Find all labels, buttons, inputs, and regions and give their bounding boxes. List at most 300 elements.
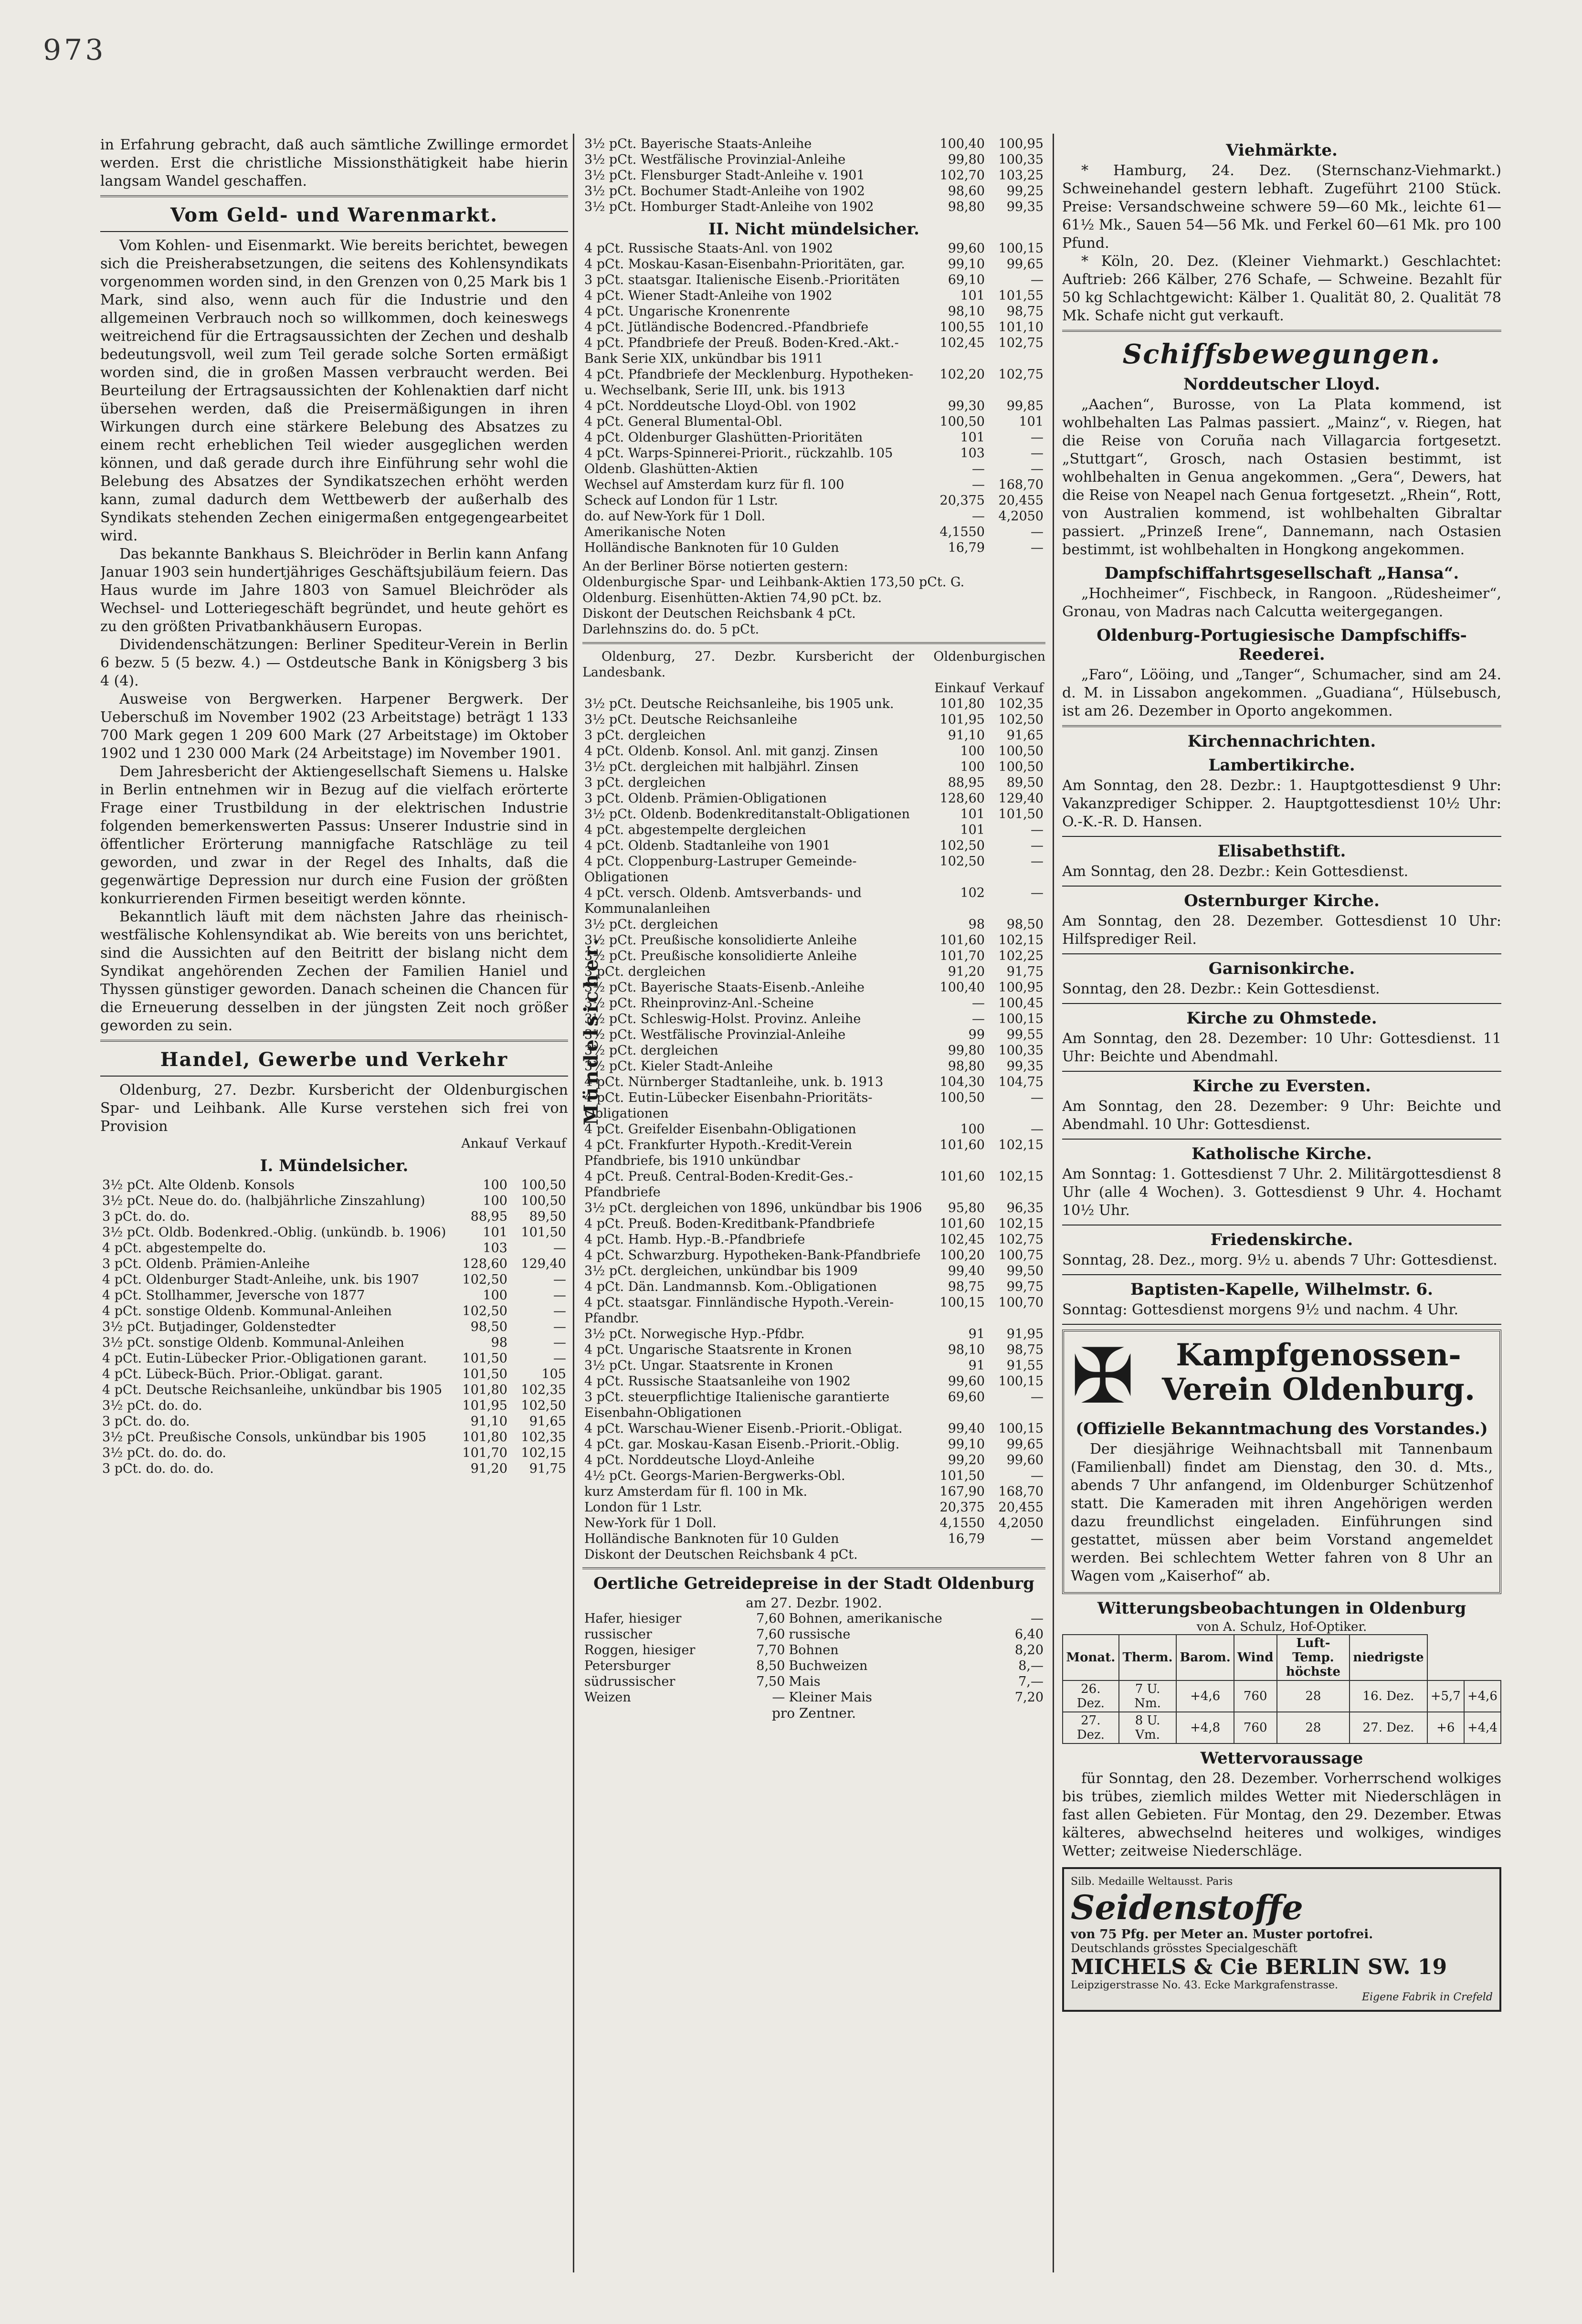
hansa-text: „Hochheimer“, Fischbeck, in Rangoon. „Rüdesheimer“, Gronau, von Madras nach Calcutta weitergegangen. [1062, 585, 1501, 620]
row-value: 102 [960, 886, 985, 900]
church-text: Am Sonntag: 1. Gottesdienst 7 Uhr. 2. Militärgottesdienst 8 Uhr (alle 4 Wochen). 3. Gottesdienst 9 Uhr. 4. Hochamt 10½ Uhr. [1062, 1166, 1501, 1219]
weather-cell: 760 [1234, 1712, 1277, 1743]
table-row [100, 1288, 568, 1303]
row-value: 101 [960, 288, 985, 303]
row-value: 101,95 [939, 712, 985, 727]
table-row [582, 1169, 1045, 1200]
row-value: 100,15 [939, 1295, 985, 1310]
row-value: 99 [968, 1027, 985, 1042]
church-text: Am Sonntag, den 28. Dezember. Gottesdienst 10 Uhr: Hilfsprediger Reil. [1062, 913, 1501, 948]
header-einkauf: Einkauf [934, 681, 985, 696]
row-label: 4 pCt. gar. Moskau-Kasan Eisenb.-Priorit.-Oblig. [584, 1437, 900, 1452]
row-value: 4,2050 [998, 509, 1044, 524]
grain-name: Mais [789, 1674, 821, 1689]
weather-header [1063, 1635, 1501, 1680]
row-value: 4,2050 [998, 1516, 1044, 1531]
table-row [582, 917, 1045, 932]
table-row [582, 508, 1045, 524]
row-label: 4 pCt. Frankfurter Hypoth.-Kredit-Verein Pfandbriefe, bis 1910 unkündbar [584, 1138, 852, 1168]
church-text: Am Sonntag, den 28. Dezbr.: Kein Gottesdienst. [1062, 863, 1409, 880]
table-row [100, 1461, 568, 1477]
row-value: 99,30 [948, 399, 985, 413]
table-row [582, 1515, 1045, 1531]
row-value: 91,10 [470, 1414, 507, 1429]
verein-sub: (Offizielle Bekanntmachung des Vorstandes.) [1076, 1419, 1488, 1438]
trade-table [100, 1136, 568, 1151]
table-row [100, 1303, 568, 1319]
grain-price: 7,60 [756, 1627, 785, 1642]
row-value: 100,40 [939, 137, 985, 151]
row-label: 3½ pCt. do. do. do. [102, 1446, 226, 1460]
table-row [582, 1452, 1045, 1468]
table-row [582, 256, 1045, 272]
church-text: Am Sonntag, den 28. Dezember: 10 Uhr: Gottesdienst. 11 Uhr: Beichte und Abendmahl. [1062, 1030, 1501, 1065]
row-label: 3½ pCt. Bochumer Stadt-Anleihe von 1902 [584, 184, 865, 199]
row-value: — [1031, 1532, 1044, 1546]
weather-cell: 760 [1234, 1680, 1277, 1712]
trade-heading: Handel, Gewerbe und Verkehr [160, 1048, 508, 1071]
header-ankauf: Ankauf [461, 1136, 507, 1151]
row-label: 3½ pCt. Alte Oldenb. Konsols [102, 1178, 295, 1193]
row-label: 4 pCt. Ungarische Staatsrente in Kronen [584, 1342, 852, 1357]
row-value: 69,60 [948, 1390, 985, 1405]
table-row [100, 1209, 568, 1225]
row-value: 91,65 [529, 1414, 566, 1429]
row-value: 99,50 [1006, 1264, 1044, 1278]
divider [582, 642, 1045, 644]
table-row [582, 1326, 1045, 1342]
divider [1062, 836, 1501, 837]
table-row [582, 1484, 1045, 1500]
grain-row [582, 1642, 1045, 1658]
silk-company: MICHELS & Cie BERLIN SW. 19 [1071, 1955, 1447, 1979]
row-value: 100,15 [998, 1012, 1044, 1026]
market-note: Oldenburg. Eisenhütten-Aktien 74,90 pCt. bz. [582, 591, 882, 605]
row-value: — [553, 1288, 566, 1303]
grain-price: 6,40 [1014, 1627, 1044, 1642]
row-label: 3 pCt. dergleichen [584, 728, 706, 743]
kurs-intro: Oldenburg, 27. Dezbr. Kursbericht der Oldenburgischen Landesbank. [582, 649, 1045, 680]
row-value: 100,40 [939, 980, 985, 995]
table-row [582, 398, 1045, 414]
row-value: 102,15 [521, 1446, 566, 1460]
row-value: 91,75 [529, 1461, 566, 1476]
table-row [582, 822, 1045, 838]
iron-cross-icon: ✠ [1071, 1331, 1135, 1421]
table-row [582, 885, 1045, 917]
row-value: 100,50 [998, 744, 1044, 759]
row-value: 100,45 [998, 996, 1044, 1011]
row-value: 101,50 [998, 807, 1044, 822]
row-value: 91,10 [948, 728, 985, 743]
row-value: 98,50 [1006, 917, 1044, 932]
row-value: — [972, 996, 985, 1011]
row-value: 102,75 [998, 1232, 1044, 1247]
row-label: 4 pCt. Deutsche Reichsanleihe, unkündbar bis 1905 [102, 1383, 443, 1397]
row-label: 4½ pCt. Georgs-Marien-Bergwerks-Obl. [584, 1468, 845, 1483]
row-value: 101,70 [939, 949, 985, 963]
row-value: 99,35 [1006, 200, 1044, 214]
row-label: 4 pCt. Pfandbriefe der Mecklenburg. Hypotheken- u. Wechselbank, Serie III, unk. bis 1913 [584, 367, 914, 398]
row-label: 4 pCt. versch. Oldenb. Amtsverbands- und Kommunalanleihen [584, 886, 862, 916]
row-label: 3½ pCt. Preußische Consols, unkündbar bis 1905 [102, 1430, 427, 1445]
table-row [582, 319, 1045, 335]
row-label: 3½ pCt. Bayerische Staats-Eisenb.-Anleihe [584, 980, 865, 995]
intro-text: in Erfahrung gebracht, daß auch sämtliche Zwillinge ermordet werden. Erst die christliche Missionsthätigkeit habe hierin langsam Wandel geschaffen. [100, 137, 568, 190]
row-value: 20,455 [998, 493, 1044, 508]
row-value: 102,50 [998, 712, 1044, 727]
table-row [582, 1011, 1045, 1027]
row-value: 89,50 [1006, 775, 1044, 790]
row-value: 100,15 [998, 241, 1044, 256]
row-value: 98,60 [948, 184, 985, 199]
table-row [100, 1177, 568, 1193]
row-value: 101,80 [462, 1430, 507, 1445]
grain-row [582, 1627, 1045, 1642]
row-value: 4,1550 [939, 525, 985, 539]
church-entry [1062, 1230, 1501, 1275]
row-value: — [972, 1012, 985, 1026]
row-value: 103 [483, 1241, 507, 1256]
church-entry [1062, 891, 1501, 954]
table-row [582, 932, 1045, 948]
column-rule-right [1053, 134, 1054, 2272]
row-label: 4 pCt. Eutin-Lübecker Eisenbahn-Prioritäts-Obligationen [584, 1090, 873, 1121]
row-value: 20,375 [939, 493, 985, 508]
church-name: Osternburger Kirche. [1184, 891, 1380, 910]
row-value: 99,10 [948, 1437, 985, 1452]
row-label: Scheck auf London für 1 Lstr. [584, 493, 778, 508]
column-middle [582, 136, 1045, 2284]
row-label: 4 pCt. sonstige Oldenb. Kommunal-Anleihen [102, 1304, 392, 1319]
row-value: 100,15 [998, 1421, 1044, 1436]
row-value: — [1031, 540, 1044, 555]
weather-cell: +4,6 [1176, 1680, 1234, 1712]
table-row [582, 1531, 1045, 1547]
row-value: 99,65 [1006, 257, 1044, 272]
forecast-title: Wettervoraussage [1200, 1749, 1363, 1768]
row-value: 91 [968, 1358, 985, 1373]
row-label: 4 pCt. Preuß. Boden-Kreditbank-Pfandbriefe [584, 1216, 875, 1231]
market-note: An der Berliner Börse notierten gestern: [582, 559, 848, 574]
row-value: 101,10 [998, 320, 1044, 335]
grain-name: südrussischer [584, 1674, 675, 1689]
rows-mid [582, 241, 1045, 556]
church-entry [1062, 959, 1501, 1004]
side-label-mundelsicher: Mündelsicher. [580, 936, 602, 1125]
row-value: — [553, 1335, 566, 1350]
row-value: 104,75 [998, 1075, 1044, 1089]
row-value: 101 [960, 430, 985, 445]
divider [582, 1567, 1045, 1569]
table-row [100, 1319, 568, 1335]
divider [1062, 1324, 1501, 1325]
row-label: 3½ pCt. Ungar. Staatsrente in Kronen [584, 1358, 833, 1373]
row-label: 4 pCt. staatsgar. Finnländische Hypoth.-Verein-Pfandbr. [584, 1295, 894, 1326]
weather-header-cell: Monat. [1063, 1635, 1119, 1680]
row-value: 100,50 [939, 1090, 985, 1105]
weather-cell: 7 U. Nm. [1119, 1680, 1177, 1712]
row-value: 129,40 [998, 791, 1044, 806]
table-row [582, 493, 1045, 508]
table-row [582, 477, 1045, 493]
weather-header-cell: Wind [1234, 1635, 1277, 1680]
row-value: — [553, 1320, 566, 1334]
row-label: 4 pCt. Stollhammer, Jeversche von 1877 [102, 1288, 365, 1303]
row-value: 102,50 [939, 854, 985, 869]
divider [100, 1076, 568, 1077]
row-label: 4 pCt. Eutin-Lübecker Prior.-Obligationen garant. [102, 1351, 427, 1366]
row-label: Diskont der Deutschen Reichsbank 4 pCt. [584, 1547, 858, 1562]
row-value: 102,35 [521, 1430, 566, 1445]
porto-text: „Faro“, Lööing, und „Tanger“, Schumacher, sind am 24. d. M. in Lissabon angekommen. „Guadiana“, Hülsebusch, ist am 26. Dezember in Oporto angekommen. [1062, 666, 1501, 719]
cattle-text [1062, 162, 1501, 325]
row-value: 98,10 [948, 1342, 985, 1357]
grain-price: 8,50 [756, 1658, 785, 1673]
row-value: 98,10 [948, 304, 985, 319]
row-value: 102,50 [462, 1272, 507, 1287]
table-row [582, 136, 1045, 152]
table-row [100, 1414, 568, 1429]
church-name: Katholische Kirche. [1192, 1144, 1372, 1163]
column-rule-left [573, 134, 574, 2272]
silk-line: Deutschlands grösstes Specialgeschäft [1071, 1942, 1297, 1955]
row-label: 3 pCt. do. do. do. [102, 1461, 214, 1476]
row-value: — [1031, 430, 1044, 445]
church-name: Kirche zu Eversten. [1192, 1077, 1371, 1096]
row-value: 101,50 [521, 1225, 566, 1240]
row-value: 167,90 [939, 1484, 985, 1499]
table-row [582, 838, 1045, 854]
grain-price: 7,— [1018, 1674, 1044, 1689]
market-note: Diskont der Deutschen Reichsbank 4 pCt. [582, 606, 856, 621]
table-row [582, 1373, 1045, 1389]
row-label: 3½ pCt. Kieler Stadt-Anleihe [584, 1059, 773, 1074]
weather-cell: 28 [1277, 1680, 1350, 1712]
trade-rows [100, 1177, 568, 1477]
row-label: 3½ pCt. Norwegische Hyp.-Pfdbr. [584, 1327, 805, 1342]
grain-price: — [772, 1690, 785, 1705]
row-value: 102,45 [939, 336, 985, 350]
church-list [1062, 756, 1501, 1325]
divider [100, 195, 568, 197]
table-row [582, 183, 1045, 199]
row-label: Wechsel auf Amsterdam kurz für fl. 100 [584, 477, 844, 492]
weather-row [1063, 1680, 1501, 1712]
row-label: 3 pCt. steuerpflichtige Italienische garantierte Eisenbahn-Obligationen [584, 1390, 890, 1420]
row-label: 3½ pCt. Bayerische Staats-Anleihe [584, 137, 812, 151]
row-value: — [1031, 1090, 1044, 1105]
row-value: 101,80 [939, 697, 985, 711]
row-label: 3 pCt. dergleichen [584, 964, 706, 979]
money-heading: Vom Geld- und Warenmarkt. [170, 204, 498, 226]
market-notes [582, 559, 1045, 637]
grain-name: Weizen [584, 1690, 631, 1705]
row-label: 3½ pCt. Schleswig-Holst. Provinz. Anleihe [584, 1012, 861, 1026]
weather-header-cell: Luft-Temp. höchste [1277, 1635, 1350, 1680]
row-value: 99,75 [1006, 1279, 1044, 1294]
row-value: 105 [541, 1367, 566, 1382]
grain-row [582, 1674, 1045, 1690]
row-value: 100 [483, 1178, 507, 1193]
row-value: 128,60 [462, 1257, 507, 1271]
weather-cell: 8 U. Vm. [1119, 1712, 1177, 1743]
church-text: Am Sonntag, den 28. Dezbr.: 1. Hauptgottesdienst 9 Uhr: Vakanzprediger Schipper. 2. Hauptgottesdienst 10½ Uhr: O.-K.-R. D. Hansen. [1062, 777, 1501, 830]
row-value: 101,55 [998, 288, 1044, 303]
row-label: 4 pCt. Russische Staatsanleihe von 1902 [584, 1374, 851, 1389]
row-label: 4 pCt. Oldenburger Glashütten-Prioritäten [584, 430, 863, 445]
row-value: 95,80 [948, 1201, 985, 1215]
table-row [582, 540, 1045, 556]
table-row [582, 1074, 1045, 1090]
porto-sub: Oldenburg-Portugiesische Dampfschiffs-Reederei. [1097, 626, 1467, 664]
row-value: 99,55 [1006, 1027, 1044, 1042]
row-value: 99,80 [948, 152, 985, 167]
row-label: 4 pCt. Jütländische Bodencred.-Pfandbriefe [584, 320, 869, 335]
table-row [582, 1342, 1045, 1358]
rows-top [582, 136, 1045, 215]
church-entry [1062, 1280, 1501, 1325]
row-value: 98 [968, 917, 985, 932]
table-row [582, 728, 1045, 743]
table-row [582, 1058, 1045, 1074]
table-row [582, 1295, 1045, 1326]
weather-cell: 28 [1277, 1712, 1350, 1743]
divider [1062, 1274, 1501, 1275]
table-row [582, 430, 1045, 445]
row-label: 3½ pCt. do. do. [102, 1398, 202, 1413]
grain-name: Roggen, hiesiger [584, 1643, 696, 1658]
table-row [582, 791, 1045, 806]
row-value: 102,70 [939, 168, 985, 183]
row-label: 3½ pCt. sonstige Oldenb. Kommunal-Anleihen [102, 1335, 404, 1350]
forecast-text: für Sonntag, den 28. Dezember. Vorherrschend wolkiges bis trübes, ziemlich mildes Wetter mit Niederschlägen in fast allen Gebieten. Für Montag, den 29. Dezember. Etwas kälteres, abwechselnd heiteres und wolkiges, windiges Wetter; zeitweise Niederschläge. [1062, 1770, 1501, 1859]
divider [1062, 1003, 1501, 1004]
row-value: 99,40 [948, 1264, 985, 1278]
ship-text: „Aachen“, Burosse, von La Plata kommend, ist wohlbehalten Las Palmas passiert. „Mainz“, v. Riegen, hat die Reise von Coruña nach Villagarcia fortgesetzt. „Stuttgart“, Grosch, nach Ostasien bestimmt, ist wohlbehalten in Genua angekommen. „Gera“, Dewers, hat die Reise von Neapel nach Genua fortgesetzt. „Rhein“, Rott, von Australien kommend, ist wohlbehalten Gibraltar passiert. „Prinzeß Irene“, Dannemann, nach Ostasien bestimmt, ist wohlbehalten in Hongkong angekommen. [1062, 396, 1501, 558]
table-row [582, 1043, 1045, 1058]
row-label: 3½ pCt. Homburger Stadt-Anleihe von 1902 [584, 200, 874, 214]
row-label: 4 pCt. Russische Staats-Anl. von 1902 [584, 241, 833, 256]
row-value [987, 1547, 1045, 1563]
table-row [100, 1429, 568, 1445]
header-verkauf: Verkauf [516, 1136, 566, 1151]
grain-footer: pro Zentner. [771, 1705, 856, 1721]
grain-name: Bohnen [789, 1643, 839, 1658]
grain-price: 8,— [1018, 1658, 1044, 1673]
weather-cell: +4,4 [1464, 1712, 1501, 1743]
grain-title: Oertliche Getreidepreise in der Stadt Oldenburg [593, 1574, 1034, 1593]
row-value: 88,95 [470, 1209, 507, 1224]
row-value: 100 [960, 1122, 985, 1137]
row-value: 98,75 [1006, 304, 1044, 319]
table-row [582, 743, 1045, 759]
row-label: 3 pCt. do. do. [102, 1209, 190, 1224]
table-row [582, 1216, 1045, 1232]
row-label: 4 pCt. abgestempelte dergleichen [584, 823, 806, 837]
money-paragraph: Vom Kohlen- und Eisenmarkt. Wie bereits berichtet, bewegen sich die Preisherabsetzungen, die seitens des Kohlensyndikats vorgenommen worden sind, in den Grenzen von 0,25 Mark bis 1 Mark, sind also, wenn auch für die Industrie und den allgemeinen Verbrauch noch so willkommen, doch keineswegs weitreichend für die Ertragsaussichten der Zechen und deshalb bedeutungsvoll, weil zum Teil gerade solche Sorten ermäßigt worden sind, die in großen Massen verbraucht werden. Bei Beurteilung der Ertragsaussichten der Kohlenaktien darf nicht übersehen werden, daß die Preisermäßigungen in ihren Wirkungen durch eine stärkere Belebung des Absatzes zu einem recht erheblichen Teil wieder ausgeglichen werden können, und daß gerade durch ihre Einführung sehr wohl die Belebung des Absatzes der Syndikatszechen erhöht werden kann, zumal dadurch dem Wettbewerb der außerhalb des Syndikats stehenden Zechen einigermaßen entgegengearbeitet wird. [100, 237, 568, 544]
row-label: 4 pCt. Ungarische Kronenrente [584, 304, 790, 319]
money-paragraph: Dividendenschätzungen: Berliner Spediteur-Verein in Berlin 6 bezw. 5 (5 bezw. 4.) — Ostdeutsche Bank in Königsberg 3 bis 4 (4). [100, 636, 568, 689]
row-value: 99,20 [948, 1453, 985, 1468]
cattle-heading: Viehmärkte. [1226, 141, 1338, 160]
row-value: 101 [960, 823, 985, 837]
weather-cell: +5,7 [1427, 1680, 1464, 1712]
table-row [582, 1279, 1045, 1295]
row-value: — [553, 1272, 566, 1287]
row-value: 101,60 [939, 1169, 985, 1184]
row-label: kurz Amsterdam für fl. 100 in Mk. [584, 1484, 808, 1499]
row-value: 102,20 [939, 367, 985, 382]
church-entry [1062, 1009, 1501, 1072]
row-value: 102,50 [521, 1398, 566, 1413]
row-value: 104,30 [939, 1075, 985, 1089]
market-note: Oldenburgische Spar- und Leihbank-Aktien 173,50 pCt. G. [582, 575, 965, 590]
row-value: 98,75 [1006, 1342, 1044, 1357]
row-label: 4 pCt. Cloppenburg-Lastruper Gemeinde-Obligationen [584, 854, 857, 885]
table-row [582, 241, 1045, 256]
row-label: Holländische Banknoten für 10 Gulden [584, 1532, 839, 1546]
table-row [100, 1366, 568, 1382]
verein-text: Der diesjährige Weihnachtsball mit Tannenbaum (Familienball) findet am Dienstag, den 30. d. Mts., abends 7 Uhr anfangend, im Oldenburger Schützenhof statt. Die Kameraden mit ihren Angehörigen werden dazu freundlichst eingeladen. Einführungen sind gestattet, müssen aber beim Vorstand angemeldet werden. Bei schlechtem Wetter fahren von 8 Uhr an Wagen vom „Kaiserhof“ ab. [1071, 1441, 1493, 1585]
row-value: 100 [960, 760, 985, 774]
row-value: 100,50 [521, 1194, 566, 1208]
grain-table [582, 1611, 1045, 1705]
table-row [582, 168, 1045, 183]
row-label: 3½ pCt. Westfälische Provinzial-Anleihe [584, 1027, 846, 1042]
row-label: 3½ pCt. Flensburger Stadt-Anleihe v. 1901 [584, 168, 865, 183]
row-value: — [1031, 823, 1044, 837]
row-label: Oldenb. Glashütten-Aktien [584, 462, 758, 476]
row-value: 101,50 [462, 1351, 507, 1366]
row-value: 100,20 [939, 1248, 985, 1263]
divider [1062, 1139, 1501, 1140]
table-row [100, 1445, 568, 1461]
row-label: 4 pCt. Lübeck-Büch. Prior.-Obligat. garant. [102, 1367, 383, 1382]
table-row [100, 1382, 568, 1398]
row-value: — [1031, 273, 1044, 287]
grain-row [582, 1690, 1045, 1705]
weather-cell: 26. Dez. [1063, 1680, 1119, 1712]
grain-price: 7,70 [756, 1643, 785, 1658]
row-value: 101,60 [939, 1216, 985, 1231]
row-value: — [1031, 1122, 1044, 1137]
row-value: 101,60 [939, 933, 985, 948]
table-row [582, 272, 1045, 288]
row-label: 4 pCt. Hamb. Hyp.-B.-Pfandbriefe [584, 1232, 805, 1247]
grain-price: 8,20 [1014, 1643, 1044, 1658]
table-row [100, 1351, 568, 1366]
weather-row [1063, 1712, 1501, 1743]
row-value: 168,70 [998, 1484, 1044, 1499]
row-value: 98,80 [948, 200, 985, 214]
row-value: 100 [960, 744, 985, 759]
row-value: 100,50 [998, 760, 1044, 774]
table-row [582, 1200, 1045, 1216]
row-value: 102,15 [998, 933, 1044, 948]
kurs-header [582, 680, 1045, 696]
table-row [582, 775, 1045, 791]
row-value: 99,10 [948, 257, 985, 272]
row-label: 4 pCt. Dän. Landmannsb. Kom.-Obligationen [584, 1279, 877, 1294]
row-value: — [972, 462, 985, 476]
row-value: 98,75 [948, 1279, 985, 1294]
table-row [100, 1398, 568, 1414]
table-row [582, 1547, 1045, 1563]
row-value: — [553, 1351, 566, 1366]
row-value: 102,15 [998, 1138, 1044, 1152]
row-value: 88,95 [948, 775, 985, 790]
